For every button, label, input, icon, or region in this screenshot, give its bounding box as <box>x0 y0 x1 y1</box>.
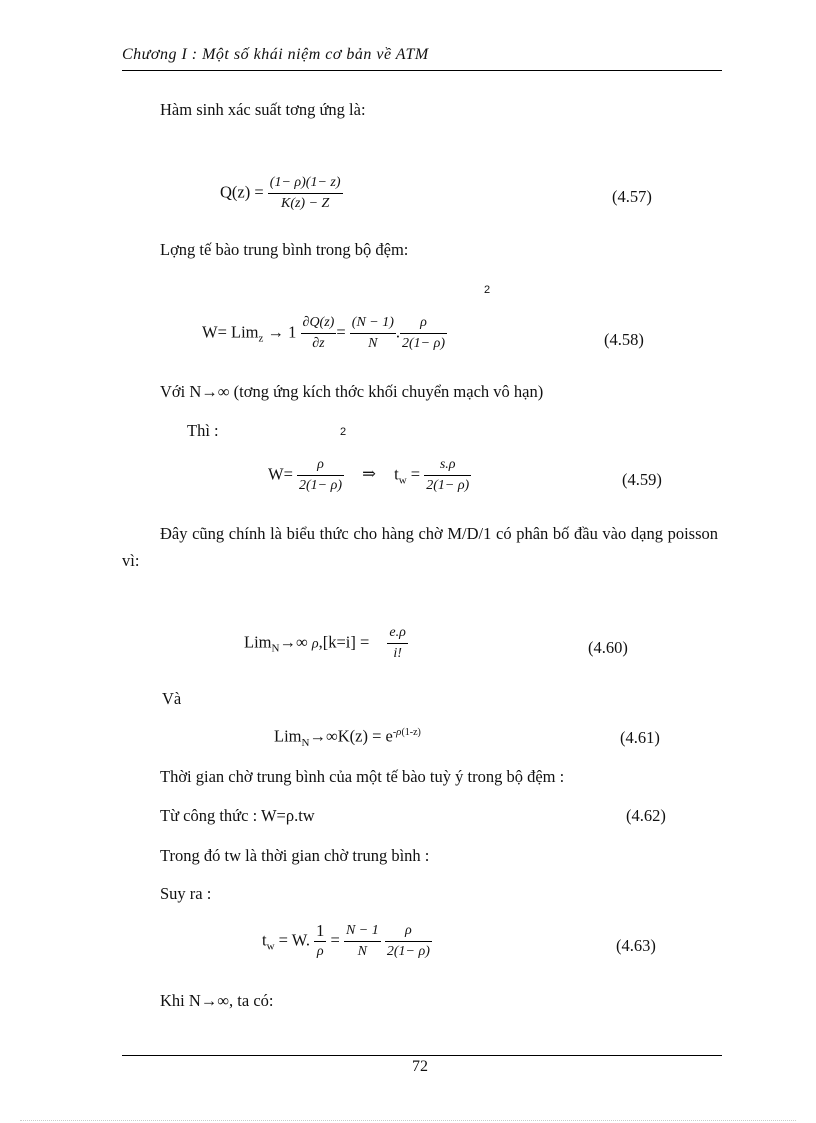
eq58-sub: z <box>258 332 264 345</box>
eq63-equals: = <box>330 930 340 950</box>
eq58-f3-num: ρ <box>400 314 447 334</box>
page-number: 72 <box>412 1058 428 1075</box>
eq61-rest: K(z) = e <box>337 726 393 746</box>
text-line-3: Với N→∞ (tơng ứng kích thớc khối chuyển mạch vô hạn) <box>160 382 544 401</box>
footer-rule <box>122 1055 722 1056</box>
text-line-6: Và <box>162 689 182 708</box>
eq58-fraction-1 <box>301 314 337 353</box>
eq63-sub: w <box>266 940 275 953</box>
eq59-tw-sub: w <box>398 474 407 487</box>
eq59-f2-den: 2(1− ρ) <box>426 478 470 493</box>
eq58-number: (4.58) <box>604 330 644 349</box>
eq63-f2-num: N − 1 <box>344 922 381 942</box>
eq58-f1-den: ∂z <box>312 336 325 351</box>
eq58-lhs: W= Lim <box>202 322 259 342</box>
text-line-1: Hàm sinh xác suất tơng ứng là: <box>160 100 366 119</box>
eq59-equals: = <box>410 464 421 484</box>
eq59-f2-num: s.ρ <box>424 456 471 476</box>
eq60-number: (4.60) <box>588 638 628 657</box>
text-line-10: Suy ra : <box>160 884 212 903</box>
eq63-f3-num: ρ <box>385 922 432 942</box>
eq60-rho: ρ <box>311 636 319 652</box>
text-line-11: Khi N→∞, ta có: <box>160 991 274 1010</box>
eq62-number: (4.62) <box>626 806 666 825</box>
eq61-sup-minus: - <box>392 727 397 738</box>
eq60-rest: ,[k=i] = <box>318 632 370 652</box>
text-line-8: Từ công thức : W=ρ.tw <box>160 806 315 825</box>
eq59-fraction-1 <box>297 456 344 495</box>
equation-4-57 <box>220 174 343 213</box>
equation-4-60 <box>244 624 408 663</box>
eq58-exponent: 2 <box>484 284 491 296</box>
eq61-sup-exp: (1-z) <box>401 727 421 738</box>
eq63-number: (4.63) <box>616 936 656 955</box>
eq58-fraction-2 <box>350 314 396 353</box>
eq61-sup-rho: ρ <box>396 726 402 738</box>
eq57-lhs: Q(z) = <box>220 182 264 202</box>
eq58-equals: = <box>336 322 346 342</box>
text-line-7: Thời gian chờ trung bình của một tế bào tuỳ ý trong bộ đệm : <box>160 767 565 786</box>
equation-4-63 <box>262 922 432 961</box>
eq59-exponent: 2 <box>340 426 347 438</box>
eq60-fraction <box>387 624 407 663</box>
eq63-fraction-3 <box>385 922 432 961</box>
eq61-number: (4.61) <box>620 728 660 747</box>
eq58-f2-den: N <box>368 336 378 351</box>
eq59-fraction-2 <box>424 456 471 495</box>
page-header: Chương I : Một số khái niệm cơ bản về ATM <box>122 46 429 63</box>
eq61-arrow: →∞ <box>309 726 338 746</box>
eq57-denominator: K(z) − Z <box>280 196 330 211</box>
eq58-arrow: → 1 <box>263 322 301 342</box>
eq59-tw: t <box>394 464 399 484</box>
eq61-sub: N <box>301 736 310 749</box>
eq59-number: (4.59) <box>622 470 662 489</box>
eq58-f2-num: (N − 1) <box>350 314 396 334</box>
eq63-f1-num: 1 <box>316 921 325 940</box>
eq58-dot: . <box>395 322 401 342</box>
eq57-number: (4.57) <box>612 187 652 206</box>
eq59-f1-den: 2(1− ρ) <box>299 478 343 493</box>
eq59-implies: ⇒ <box>362 464 376 484</box>
eq63-f2-den: N <box>357 944 367 959</box>
eq63-fraction-1 <box>314 922 326 961</box>
eq59-lhs: W= <box>268 464 293 484</box>
eq58-fraction-3 <box>400 314 447 353</box>
eq63-f1-den: ρ <box>316 944 324 959</box>
eq59-f1-num: ρ <box>297 456 344 476</box>
eq63-rest: = W. <box>274 930 310 950</box>
equation-4-61 <box>274 726 421 749</box>
eq63-fraction-2 <box>344 922 381 961</box>
eq63-f3-den: 2(1− ρ) <box>386 944 430 959</box>
eq60-den: i! <box>393 646 402 661</box>
eq61-lhs: Lim <box>274 726 302 746</box>
eq60-arrow: →∞ <box>279 632 308 652</box>
header-rule <box>122 70 722 71</box>
text-line-5: Đây cũng chính là biểu thức cho hàng chờ M/D/1 có phân bố đầu vào dạng poisson vì: <box>122 524 718 570</box>
text-line-2: Lợng tế bào trung bình trong bộ đệm: <box>160 240 409 259</box>
eq63-lhs: t <box>262 930 267 950</box>
text-line-4: Thì : <box>187 421 219 440</box>
eq57-fraction <box>268 174 343 213</box>
eq58-f3-den: 2(1− ρ) <box>402 336 446 351</box>
eq60-num: e.ρ <box>387 624 407 644</box>
equation-4-59 <box>268 456 471 495</box>
eq58-f1-num: ∂Q(z) <box>301 314 337 334</box>
text-line-9: Trong đó tw là thời gian chờ trung bình : <box>160 846 430 865</box>
page-bottom-dotted-line <box>20 1120 796 1121</box>
eq60-sub: N <box>271 642 280 655</box>
equation-4-58 <box>202 314 447 353</box>
eq57-numerator: (1− ρ)(1− z) <box>268 174 343 194</box>
eq60-lhs: Lim <box>244 632 272 652</box>
